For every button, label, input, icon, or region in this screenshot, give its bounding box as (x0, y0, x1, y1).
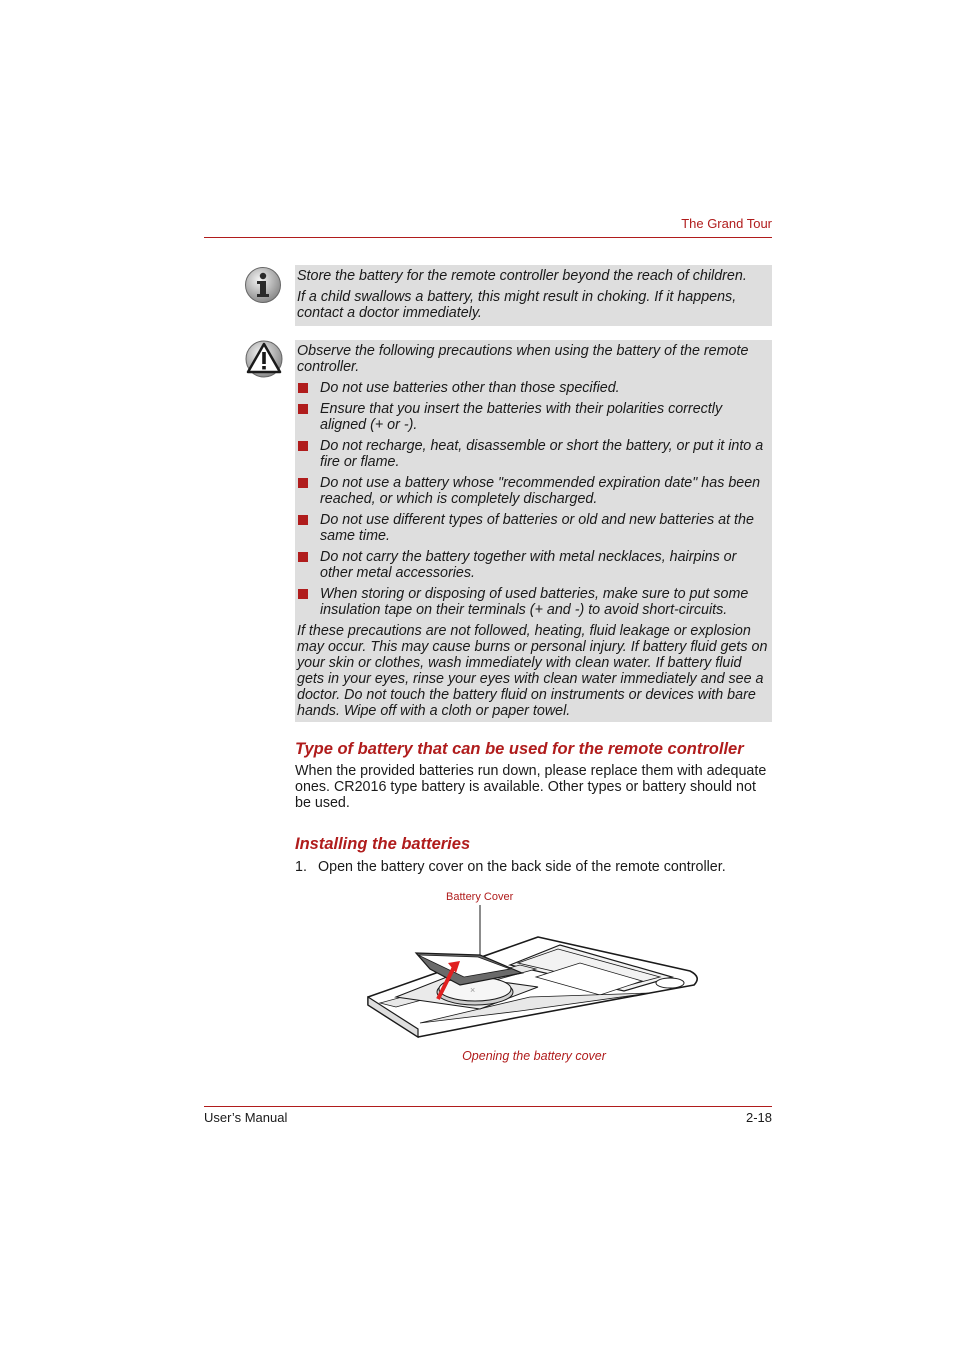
remote-controller-illustration (360, 905, 710, 1045)
list-item: Do not use different types of batteries or old and new batteries at the same time. (297, 512, 771, 544)
warning-icon (244, 339, 284, 379)
bullet-square-icon (298, 478, 308, 488)
list-item: Do not use batteries other than those specified. (297, 380, 771, 396)
bullet-square-icon (298, 404, 308, 414)
list-item: Ensure that you insert the batteries with their polarities correctly aligned (+ or -). (297, 401, 771, 433)
info-icon (244, 266, 282, 304)
info-note-box (295, 265, 772, 326)
section-heading: Type of battery that can be used for the remote controller (295, 740, 744, 758)
list-item: When storing or disposing of used batteries, make sure to put some insulation tape on their terminals (+ and -) to avoid short-circuits. (297, 586, 771, 618)
precaution-list (297, 380, 771, 618)
list-item: Do not recharge, heat, disassemble or short the battery, or put it into a fire or flame. (297, 438, 771, 470)
list-item: Do not use a battery whose "recommended expiration date" has been reached, or which is completely discharged. (297, 475, 771, 507)
footer-rule (204, 1106, 772, 1107)
footer-manual-label: User’s Manual (204, 1110, 288, 1125)
callout-label: Battery Cover (446, 891, 514, 903)
section-heading: Installing the batteries (295, 835, 471, 853)
list-item: Do not carry the battery together with metal necklaces, hairpins or other metal accessories. (297, 549, 771, 581)
page-number: 2-18 (745, 1110, 772, 1125)
body-paragraph: When the provided batteries run down, please replace them with adequate ones. CR2016 type battery is available. Other types or battery should not be used. (295, 763, 767, 811)
info-note-paragraph: If a child swallows a battery, this might result in choking. If it happens, contact a doctor immediately. (297, 289, 737, 321)
running-header: The Grand Tour (681, 216, 772, 231)
warning-closing: If these precautions are not followed, heating, fluid leakage or explosion may occur. This may cause burns or personal injury. If battery fluid gets on your skin or clothes, wash immediately with clean water. If battery fluid gets in your eyes, rinse your eyes with clean water immediately and see a doctor. Do not touch the battery fluid on instruments or devices with bare hands. Wipe off with a cloth or paper towel. (297, 623, 768, 719)
svg-text:×: × (470, 985, 476, 995)
warning-intro: Observe the following precautions when using the battery of the remote controller. (297, 343, 749, 375)
bullet-square-icon (298, 383, 308, 393)
bullet-square-icon (298, 441, 308, 451)
bullet-square-icon (298, 552, 308, 562)
figure-caption: Opening the battery cover (462, 1049, 606, 1063)
warning-note-box (295, 340, 772, 722)
bullet-square-icon (298, 589, 308, 599)
bullet-square-icon (298, 515, 308, 525)
step-text: Open the battery cover on the back side of the remote controller. (318, 859, 726, 875)
info-note-paragraph: Store the battery for the remote controller beyond the reach of children. (297, 268, 747, 284)
step-number: 1. (295, 859, 307, 875)
header-rule (204, 237, 772, 238)
